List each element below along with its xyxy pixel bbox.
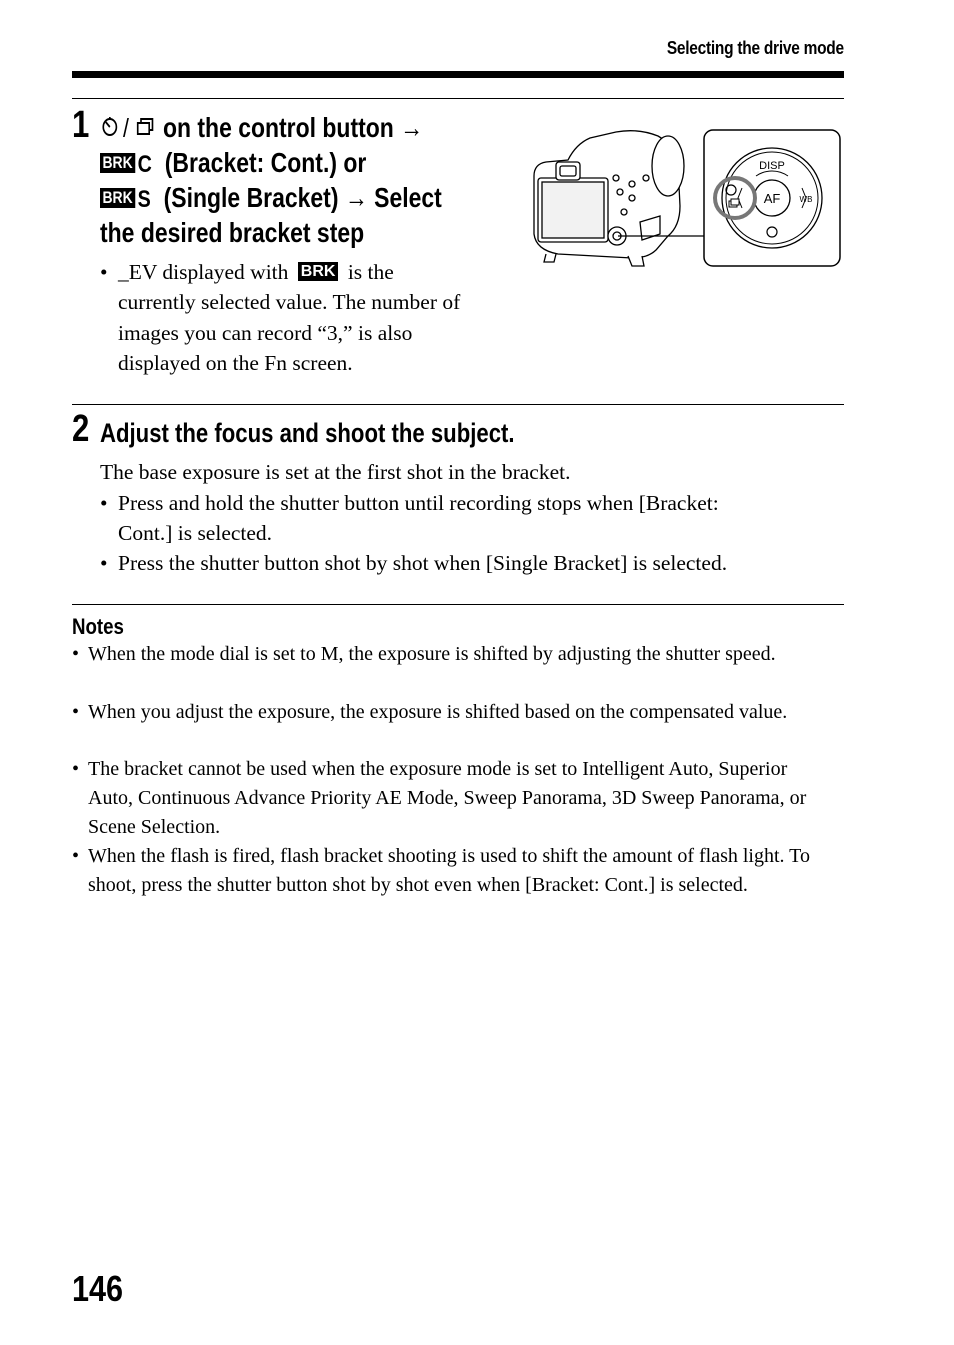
step1-heading-line2 [100,145,366,182]
continuous-shooting-icon [135,112,156,147]
note-item: • When you adjust the exposure, the exposure is shifted based on the compensated value. [72,701,788,723]
step2-bullet1-line2: Cont.] is selected. [118,521,273,545]
note-item: • When the mode dial is set to M, the exposure is shifted by adjusting the shutter speed. [72,643,776,665]
bullet-dot: • [100,491,108,515]
step1-line2-text: (Bracket: Cont.) or [164,147,367,178]
notes-heading: Notes [72,614,124,639]
note-item: • The bracket cannot be used when the exposure mode is set to Intelligent Auto, Superior Auto, Continuous Advance Priority AE Mode, Sweep Panorama, 3D Sweep Panorama, or Scene Selection. [72,758,807,838]
step2-intro: The base exposure is set at the first shot in the bracket. [100,460,571,484]
step2-heading: Adjust the focus and shoot the subject. [100,418,515,448]
section-divider [72,98,844,99]
page-number: 146 [72,1268,124,1309]
step1-bullet-line2: currently selected value. The number of [118,290,461,314]
dial-label-wb: WB [799,195,813,204]
header-rule [72,71,844,78]
bracket-single-icon: BRK [100,188,135,208]
bracket-icon: BRK [298,262,339,281]
dial-label-disp: DISP [759,160,785,172]
bracket-cont-suffix: C [137,151,152,178]
notes-divider [72,604,844,605]
step2-bullet1-line1: Press and hold the shutter button until recording stops when [Bracket: [118,491,719,515]
dial-label-af: AF [763,191,781,206]
section-divider [72,404,844,405]
self-timer-icon [100,112,123,147]
step1-line1-text: on the control button → [162,112,424,143]
running-header: Selecting the drive mode [666,38,844,58]
step1-heading-line1: / on the control button → [100,110,423,147]
step-number-2: 2 [72,408,90,450]
step1-heading-line4: the desired bracket step [100,217,365,248]
camera-back-icon [534,131,684,266]
bullet-dot: • [100,551,108,575]
step2-bullet2-line1: Press the shutter button shot by shot when [Single Bracket] is selected. [118,551,728,575]
bullet-dot: • [100,260,108,284]
note-item: • When the flash is fired, flash bracket shooting is used to shift the amount of flash light. To shoot, press the shutter button shot by shot even when [Bracket: Cont.] is selected. [72,845,810,896]
step1-bullet-line4: displayed on the Fn screen. [118,351,353,375]
step-number-1: 1 [72,104,90,146]
bracket-single-suffix: S [137,186,151,213]
step1-heading-line3 [100,180,442,217]
step1-line3-text: (Single Bracket) → Select [163,182,442,213]
bracket-cont-icon: BRK [100,153,135,173]
camera-illustration [528,126,844,272]
step1-bullet-line1: _EV displayed with BRK is the [118,260,394,284]
step1-bullet-line3: images you can record “3,” is also [118,321,413,345]
